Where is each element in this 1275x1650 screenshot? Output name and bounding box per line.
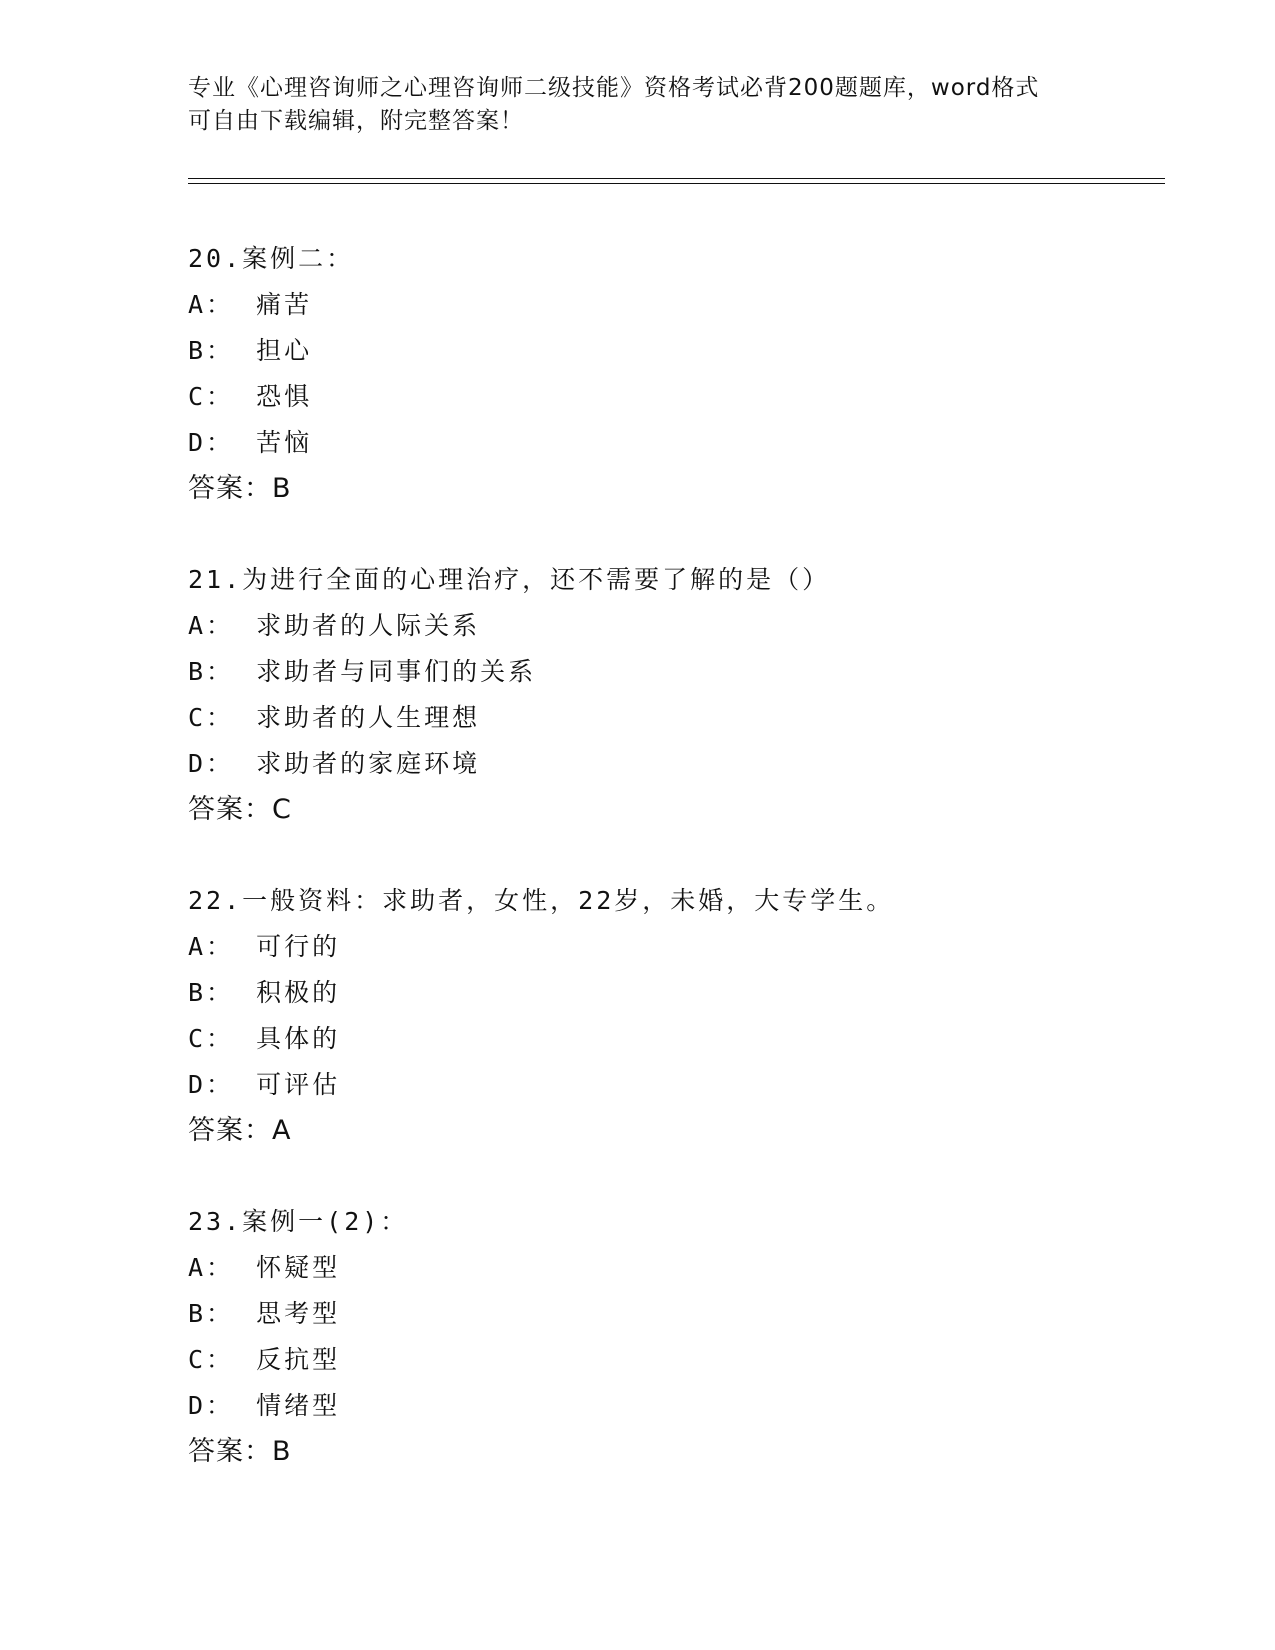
question-21 xyxy=(188,557,1188,833)
option-letter: D： xyxy=(188,428,235,457)
option-text: 积极的 xyxy=(256,978,341,1007)
option-b xyxy=(188,1291,1188,1337)
option-letter: A： xyxy=(188,932,235,961)
option-letter: C： xyxy=(188,1024,235,1053)
option-d xyxy=(188,1062,1188,1108)
option-text: 痛苦 xyxy=(256,290,313,319)
option-letter: A： xyxy=(188,1253,235,1282)
question-22 xyxy=(188,878,1188,1154)
option-c xyxy=(188,1016,1188,1062)
option-c xyxy=(188,374,1188,420)
option-b xyxy=(188,328,1188,374)
question-title: 20.案例二： xyxy=(188,244,355,273)
answer-line: 答案：B xyxy=(188,473,292,504)
answer-line: 答案：A xyxy=(188,1115,292,1146)
option-text: 情绪型 xyxy=(256,1391,341,1420)
option-text: 反抗型 xyxy=(256,1345,341,1374)
option-c xyxy=(188,695,1188,741)
option-d xyxy=(188,420,1188,466)
option-letter: B： xyxy=(188,978,235,1007)
option-letter: A： xyxy=(188,290,235,319)
answer-line: 答案：C xyxy=(188,794,292,825)
option-text: 可评估 xyxy=(256,1070,341,1099)
header-divider-bottom xyxy=(188,183,1165,184)
answer-line: 答案：B xyxy=(188,1436,292,1467)
question-title: 22.一般资料：求助者，女性，22岁，未婚，大专学生。 xyxy=(188,886,895,915)
option-text: 思考型 xyxy=(256,1299,341,1328)
option-letter: C： xyxy=(188,382,235,411)
option-letter: C： xyxy=(188,1345,235,1374)
option-d xyxy=(188,741,1188,787)
option-text: 求助者的家庭环境 xyxy=(256,749,481,778)
option-text: 怀疑型 xyxy=(256,1253,341,1282)
option-text: 恐惧 xyxy=(256,382,313,411)
document-header xyxy=(188,72,1088,138)
option-letter: D： xyxy=(188,1391,235,1420)
option-text: 可行的 xyxy=(256,932,341,961)
option-letter: D： xyxy=(188,1070,235,1099)
option-letter: B： xyxy=(188,1299,235,1328)
question-20 xyxy=(188,236,1188,512)
option-a xyxy=(188,924,1188,970)
question-23 xyxy=(188,1199,1188,1475)
option-a xyxy=(188,603,1188,649)
option-text: 求助者与同事们的关系 xyxy=(256,657,537,686)
option-letter: B： xyxy=(188,657,235,686)
question-title: 21.为进行全面的心理治疗，还不需要了解的是（） xyxy=(188,565,831,594)
option-a xyxy=(188,282,1188,328)
option-letter: D： xyxy=(188,749,235,778)
option-d xyxy=(188,1383,1188,1429)
option-text: 具体的 xyxy=(256,1024,341,1053)
option-a xyxy=(188,1245,1188,1291)
option-b xyxy=(188,970,1188,1016)
header-line-1: 专业《心理咨询师之心理咨询师二级技能》资格考试必背200题题库，word格式 xyxy=(188,75,1040,101)
option-text: 苦恼 xyxy=(256,428,313,457)
header-line-2: 可自由下载编辑，附完整答案！ xyxy=(188,108,524,134)
option-c xyxy=(188,1337,1188,1383)
option-letter: A： xyxy=(188,611,235,640)
option-letter: B： xyxy=(188,336,235,365)
header-divider-top xyxy=(188,178,1165,179)
option-text: 求助者的人际关系 xyxy=(256,611,481,640)
option-text: 求助者的人生理想 xyxy=(256,703,481,732)
question-title: 23.案例一(2)： xyxy=(188,1207,409,1236)
option-letter: C： xyxy=(188,703,235,732)
option-b xyxy=(188,649,1188,695)
option-text: 担心 xyxy=(256,336,313,365)
